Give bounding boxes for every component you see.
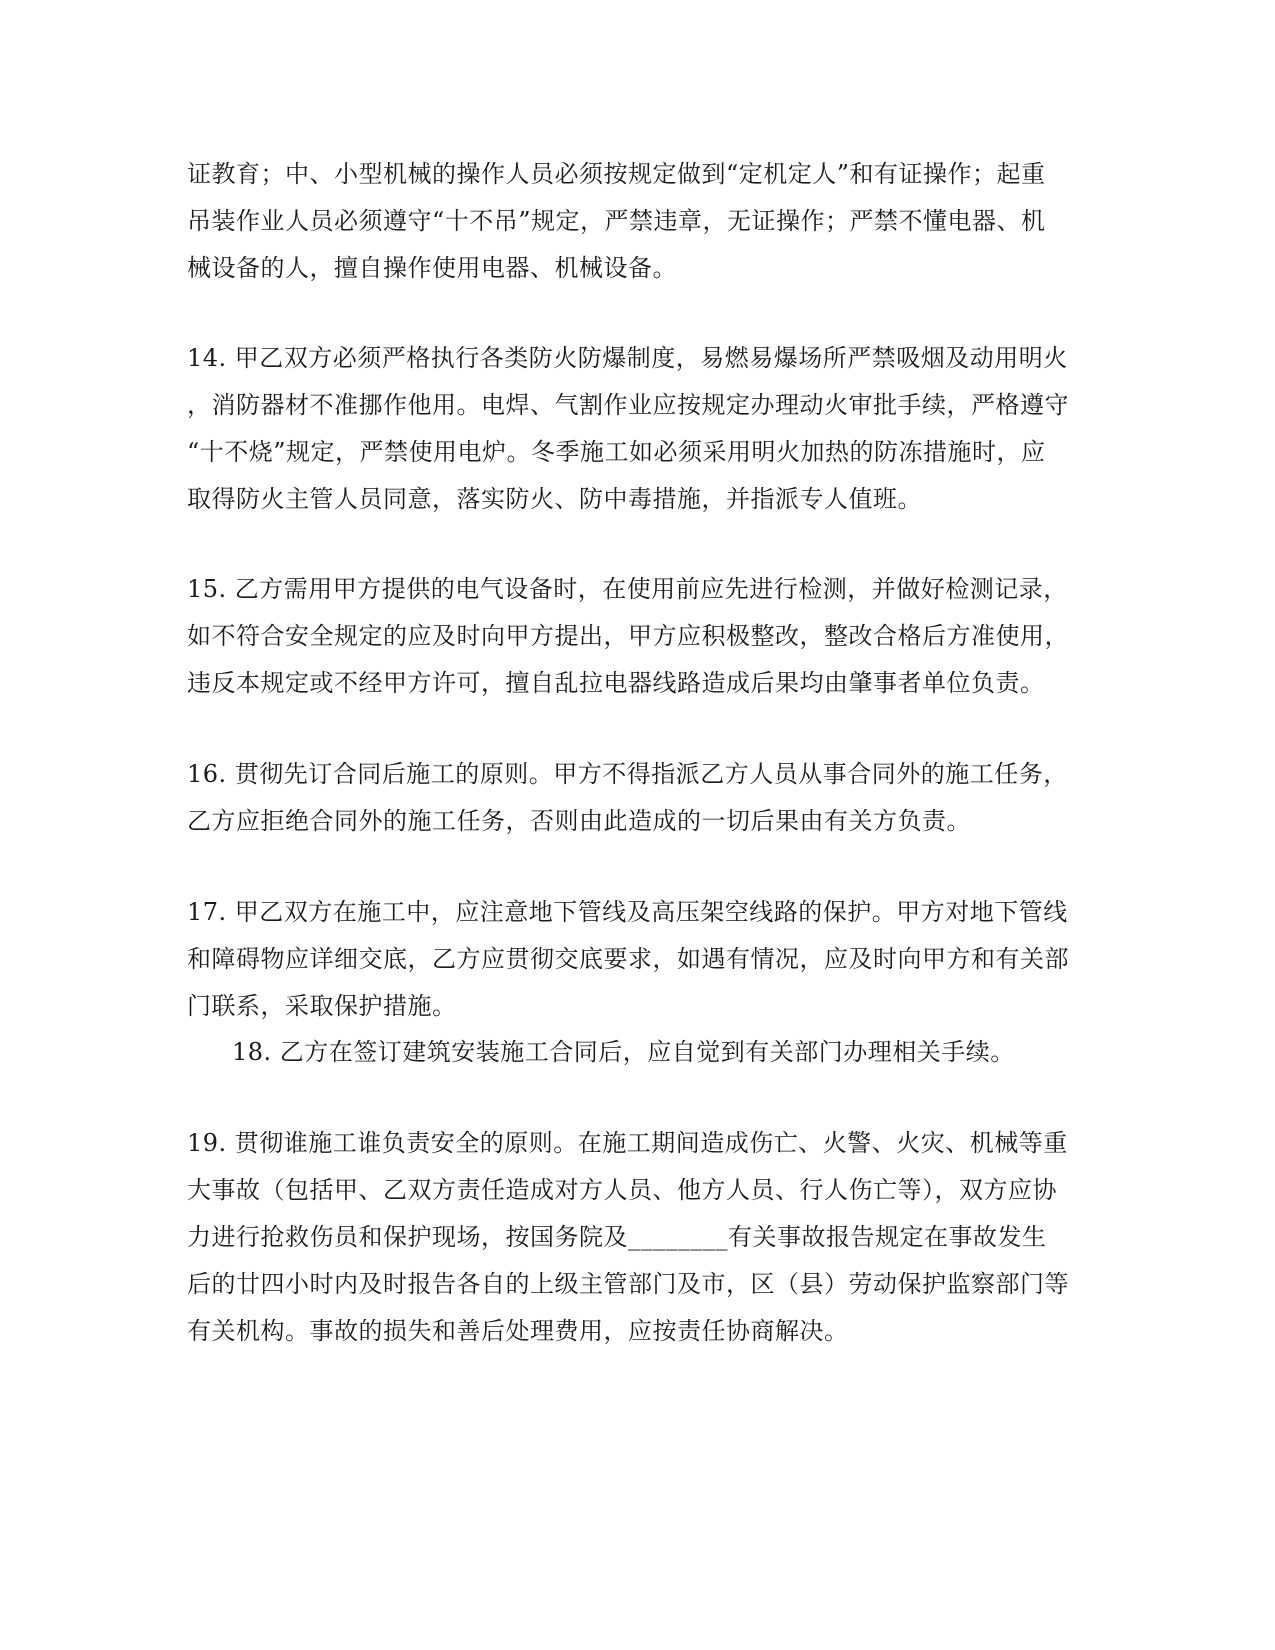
text-line: 16. 贯彻先订合同后施工的原则。甲方不得指派乙方人员从事合同外的施工任务，: [187, 760, 1068, 788]
text-line: 证教育；中、小型机械的操作人员必须按规定做到“定机定人”和有证操作；起重: [187, 160, 1046, 188]
text-line: 17. 甲乙双方在施工中，应注意地下管线及高压架空线路的保护。甲方对地下管线: [187, 898, 1068, 926]
text-line: 14. 甲乙双方必须严格执行各类防火防爆制度，易燃易爆场所严禁吸烟及动用明火: [187, 344, 1068, 372]
paragraph-15: [187, 566, 1087, 707]
text-line: “十不烧”规定，严禁使用电炉。冬季施工如必须采用明火加热的防冻措施时，应: [187, 438, 1046, 466]
text-line: 取得防火主管人员同意，落实防火、防中毒措施，并指派专人值班。: [187, 485, 922, 513]
text-line: 力进行抢救伤员和保护现场，按国务院及________有关事故报告规定在事故发生: [187, 1223, 1047, 1251]
paragraph-18: [232, 1029, 1087, 1076]
text-line: 和障碍物应详细交底，乙方应贯彻交底要求，如遇有情况，应及时向甲方和有关部: [187, 945, 1069, 973]
text-line: 后的廿四小时内及时报告各自的上级主管部门及市，区（县）劳动保护监察部门等: [187, 1270, 1069, 1298]
text-line: 乙方应拒绝合同外的施工任务，否则由此造成的一切后果由有关方负责。: [187, 807, 971, 835]
text-line: 19. 贯彻谁施工谁负责安全的原则。在施工期间造成伤亡、火警、火灾、机械等重: [187, 1129, 1068, 1157]
paragraph-17: [187, 889, 1087, 1030]
paragraph-16: [187, 751, 1087, 845]
text-line: 门联系，采取保护措施。: [187, 992, 457, 1020]
text-line: 15. 乙方需用甲方提供的电气设备时，在使用前应先进行检测，并做好检测记录，: [187, 575, 1068, 603]
text-line: 大事故（包括甲、乙双方责任造成对方人员、他方人员、行人伤亡等），双方应协: [187, 1176, 1057, 1204]
text-line: 吊装作业人员必须遵守“十不吊”规定，严禁违章，无证操作；严禁不懂电器、机: [187, 207, 1046, 235]
paragraph-13-continued: [187, 151, 1087, 292]
paragraph-19: [187, 1120, 1087, 1355]
text-line: ，消防器材不准挪作他用。电焊、气割作业应按规定办理动火审批手续，严格遵守: [187, 391, 1069, 419]
text-line: 有关机构。事故的损失和善后处理费用，应按责任协商解决。: [187, 1317, 849, 1345]
text-line: 违反本规定或不经甲方许可，擅自乱拉电器线路造成后果均由肇事者单位负责。: [187, 669, 1045, 697]
text-line: 械设备的人，擅自操作使用电器、机械设备。: [187, 254, 677, 282]
text-line: 如不符合安全规定的应及时向甲方提出，甲方应积极整改，整改合格后方准使用，: [187, 622, 1069, 650]
paragraph-14: [187, 335, 1087, 523]
text-line: 18. 乙方在签订建筑安装施工合同后，应自觉到有关部门办理相关手续。: [232, 1038, 1015, 1066]
